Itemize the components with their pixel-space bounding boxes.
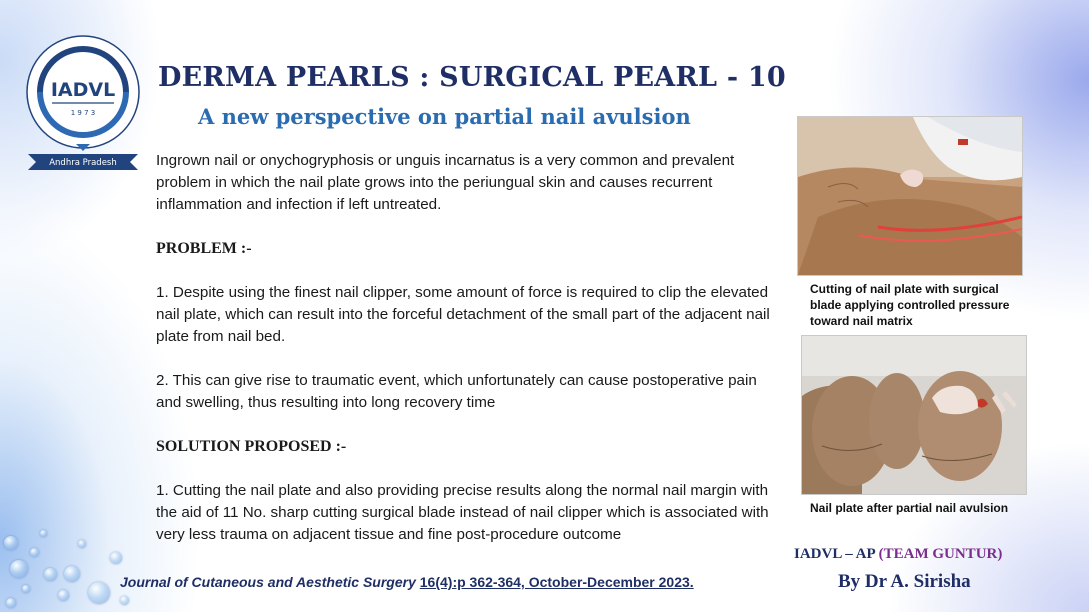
figure-2-caption: Nail plate after partial nail avulsion: [810, 501, 1009, 515]
problem-heading: PROBLEM :-: [156, 240, 252, 257]
iadvl-logo: [22, 30, 144, 172]
solution-heading: SOLUTION PROPOSED :-: [156, 438, 347, 455]
logo-abbr: IADVL: [50, 79, 116, 101]
page-title: DERMA PEARLS : SURGICAL PEARL - 10: [158, 62, 786, 93]
figure-1-caption: Cutting of nail plate with surgical blade applying controlled pressure toward nail matrix: [810, 282, 1010, 328]
problem-point-1: 1. Despite using the finest nail clipper, some amount of force is required to clip the elevated nail plate, which can result into the forceful detachment of the small part of the adjacent nail plate from nail bed.: [156, 284, 770, 345]
article-body: [156, 150, 776, 546]
problem-point-2: 2. This can give rise to traumatic event, which unfortunately can cause postoperative pain and swelling, thus resulting into long recovery time: [156, 372, 757, 411]
credit-team: (TEAM GUNTUR): [878, 546, 1003, 562]
journal-citation-link[interactable]: 16(4):p 362-364, October-December 2023.: [419, 574, 694, 590]
credit-author: By Dr A. Sirisha: [838, 571, 971, 592]
journal-reference: [120, 574, 694, 590]
logo-region: Andhra Pradesh: [49, 158, 117, 168]
solution-point-1: 1. Cutting the nail plate and also providing precise results along the normal nail margin with the aid of 11 No. sharp cutting surgical blade instead of nail clipper which is associated with very less trauma on adjacent tissue and fine post-procedure outcome: [156, 482, 769, 543]
journal-name: Journal of Cutaneous and Aesthetic Surgery: [120, 574, 416, 590]
figure-1-photo: [797, 116, 1023, 276]
page-subtitle: A new perspective on partial nail avulsion: [198, 104, 691, 129]
intro-paragraph: Ingrown nail or onychogryphosis or unguis incarnatus is a very common and prevalent problem in which the nail plate grows into the periungual skin and causes recurrent inflammation and infection if left untreated.: [156, 152, 735, 213]
credit-org-name: IADVL – AP: [794, 546, 875, 562]
figure-2-photo: [801, 335, 1027, 495]
logo-year: 1 9 7 3: [70, 109, 96, 117]
credit-org: [794, 546, 1002, 563]
